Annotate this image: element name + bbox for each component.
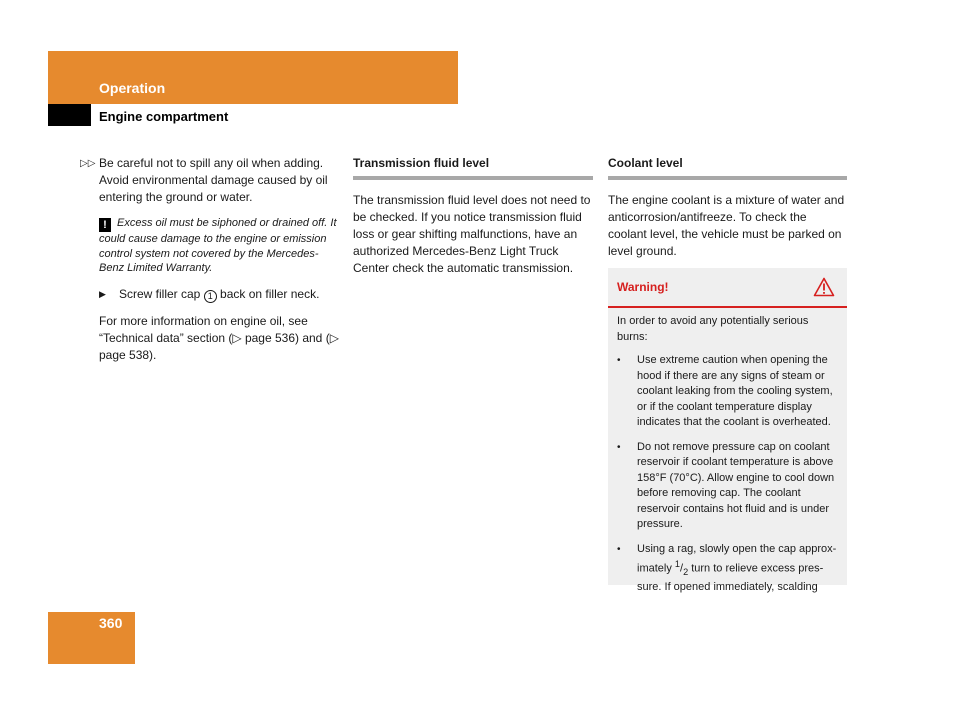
callout-number: 1 bbox=[204, 290, 217, 303]
bullet-icon: • bbox=[617, 543, 621, 555]
step-text: Screw filler cap 1 back on filler neck. bbox=[119, 286, 320, 301]
warning-list bbox=[617, 353, 839, 596]
continued-paragraph bbox=[80, 155, 340, 206]
warning-box bbox=[608, 268, 847, 594]
column-transmission bbox=[353, 155, 593, 277]
column-coolant bbox=[608, 155, 847, 260]
warning-intro: In order to avoid any potentially serious burns: bbox=[617, 315, 809, 343]
continued-icon: ▷▷ bbox=[80, 158, 96, 169]
section-title: Operation bbox=[99, 80, 166, 96]
warning-content bbox=[608, 308, 847, 596]
header-bar bbox=[48, 51, 458, 104]
note-text: Excess oil must be siphoned or drained off. It could cause damage to the engine or emission control system not covered by the Mercedes-Benz Limited Warranty. bbox=[99, 217, 337, 274]
warning-label: Warning! bbox=[617, 280, 669, 294]
more-info-text: For more information on engine oil, see “Technical data” section (▷ page 536) and (▷ page 538). bbox=[99, 313, 339, 362]
warning-header bbox=[608, 268, 847, 308]
triangle-bullet-icon: ▶ bbox=[99, 288, 106, 299]
list-item: • Using a rag, slowly open the cap approximately $^1/_2$ turn to relieve excess pressure. If opened immediately, scalding bbox=[617, 542, 839, 596]
exclamation-icon: ! bbox=[99, 218, 111, 232]
subsection-title: Engine compartment bbox=[99, 109, 229, 124]
coolant-heading: Coolant level bbox=[608, 155, 847, 180]
bullet-icon: • bbox=[617, 355, 621, 366]
column-engine-oil bbox=[80, 155, 340, 364]
coolant-body: The engine coolant is a mixture of water and anticorrosion/antifreeze. To check the coolant level, the vehicle must be parked on level ground. bbox=[608, 193, 845, 258]
note bbox=[80, 216, 340, 276]
page-number: 360 bbox=[99, 615, 123, 631]
transmission-heading: Transmission fluid level bbox=[353, 155, 593, 180]
transmission-body: The transmission fluid level does not need to be checked. If you notice transmission fluid loss or gear shifting malfunctions, have an authorized Mercedes-Benz Light Truck Center check the automatic transmission. bbox=[353, 193, 591, 275]
section-tab bbox=[48, 104, 91, 126]
instruction-step bbox=[80, 286, 340, 303]
list-item: • Do not remove pressure cap on coolant reservoir if coolant temperature is above 158°F (70°C). Allow engine to cool down before removing cap. The coolant reservoir contains hot fluid and is under pressure. bbox=[617, 440, 839, 533]
list-item: • Use extreme caution when opening the hood if there are any signs of steam or coolant leaking from the cooling system, or if the coolant temperature display indicates that the coolant is overheated. bbox=[617, 353, 839, 431]
oil-intro-text: Be careful not to spill any oil when adding. Avoid environmental damage caused by oil entering the ground or water. bbox=[99, 156, 328, 204]
bullet-icon: • bbox=[617, 441, 621, 453]
warning-triangle-icon bbox=[813, 277, 835, 297]
